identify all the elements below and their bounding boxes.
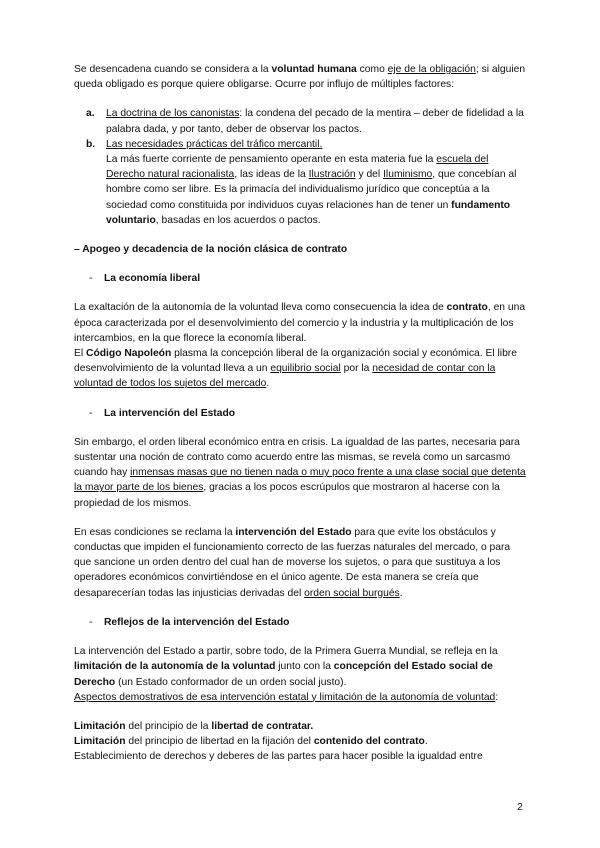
economia-paragraph-1	[74, 300, 528, 346]
underlined-text: necesidad de contar con la voluntad de todos los sujetos del mercado	[74, 363, 496, 390]
bold-text: Limitación	[74, 736, 126, 748]
page-number: 2	[517, 801, 523, 813]
text: plasma la concepción liberal de la organización social y económica. El libre desenvolvimiento de la voluntad lleva a un	[74, 348, 517, 375]
list-marker: a.	[86, 108, 95, 120]
text: , en una época caracterizada por el desenvolvimiento del comercio y la industria y la multiplicación de los intercambios, en la que florece la economía liberal.	[74, 302, 526, 344]
bold-text: voluntad humana	[271, 64, 357, 75]
text: y del	[355, 169, 384, 181]
text: del principio de la	[125, 720, 212, 732]
underlined-text: orden social burgués	[304, 587, 400, 599]
section-title: – Apogeo y decadencia de la noción clásica de contrato	[74, 244, 348, 256]
bold-text: fundamento voluntario	[106, 199, 511, 226]
bold-text: concepción del Estado social de Derecho	[74, 661, 493, 688]
bold-text: contenido del contrato	[313, 736, 425, 748]
bold-text: Código Napoleón	[86, 348, 172, 360]
subheading-text: La economía liberal	[104, 273, 201, 285]
bullet-dash: -	[89, 407, 93, 419]
bold-text: libertad de contratar.	[211, 720, 314, 732]
subheading-text: Reflejos de la intervención del Estado	[104, 616, 290, 628]
text: La intervención del Estado a partir, sobre todo, de la Primera Guerra Mundial, se refleja en la	[74, 646, 498, 658]
intervencion-paragraph-1	[74, 435, 528, 511]
bold-text: Limitación	[74, 720, 126, 732]
underlined-text: eje de la obligación	[387, 64, 476, 75]
subheading-text: La intervención del Estado	[104, 407, 236, 419]
text: del principio de libertad en la fijación del	[125, 736, 314, 748]
text: Se desencadena cuando se considera a la	[74, 64, 272, 75]
text: : la condena del pecado de la mentira – deber de fidelidad a la palabra dada, y por tanto, deber de observar los pactos.	[106, 108, 524, 135]
underlined-text: equilibrio social	[270, 363, 341, 375]
subheading-reflejos	[74, 615, 528, 630]
document-page	[74, 62, 528, 765]
text: , que concebían al hombre como ser libre. Es la primacía del individualismo jurídico que conceptúa a la sociedad como constituida por individuos cuyas relaciones han de tener un	[106, 169, 517, 211]
text: para que evite los obstáculos y conductas que impiden el funcionamiento correcto de las fuerzas naturales del mercado, o para que sancione un orden dentro del cual han de moverse los sujetos, o para que sustituya a los operadores económicos convirtiéndose en el único agente. De esta manera se creía que desaparecerían todas las injusticias derivadas del	[74, 526, 511, 599]
text: como	[356, 64, 388, 75]
text: (un Estado conformador de un orden social justo).	[115, 676, 347, 688]
underlined-text: inmensas masas que no tienen nada o muy poco frente a una clase social que detenta la mayor parte de los bienes	[74, 467, 526, 494]
underlined-text: Iluminismo	[383, 169, 433, 181]
bullet-dash: -	[89, 616, 93, 628]
underlined-text: Las necesidades prácticas del tráfico mercantil.	[106, 138, 323, 150]
underlined-text: La doctrina de los canonistas	[106, 108, 240, 120]
subheading-economia-liberal	[74, 271, 528, 286]
text: La exaltación de la autonomía de la voluntad lleva como consecuencia la idea de	[74, 302, 447, 314]
underlined-text: escuela del Derecho natural racionalista	[106, 154, 489, 181]
underlined-text: Aspectos demostrativos de esa intervención estatal y limitación de la autonomía de voluntad	[74, 691, 496, 703]
bold-text: limitación de la autonomía de la voluntad	[74, 661, 276, 673]
list-marker: b.	[86, 138, 96, 150]
bullet-dash: -	[89, 273, 93, 285]
text: , las ideas de la	[234, 169, 309, 181]
text: por la	[340, 363, 373, 375]
text: En esas condiciones se reclama la	[74, 526, 236, 538]
bold-text: contrato	[446, 302, 488, 314]
text: El	[74, 348, 87, 360]
text: La más fuerte corriente de pensamiento operante en esta materia fue la	[106, 154, 437, 166]
text: :	[495, 691, 499, 703]
intro-paragraph	[74, 62, 528, 92]
text: Sin embargo, el orden liberal económico entra en crisis. La igualdad de las partes, necesaria para sustentar una noción de contrato como acuerdo entre las mismas, se revela como un sarcasmo cuando hay	[74, 436, 520, 479]
text: Establecimiento de derechos y deberes de las partes para hacer posible la igualdad entre	[74, 751, 483, 763]
underlined-text: Ilustración	[308, 169, 356, 181]
intervencion-paragraph-2	[74, 525, 528, 601]
list-item-b	[74, 137, 528, 228]
reflejos-paragraph-1	[74, 644, 528, 705]
text: .	[266, 378, 270, 390]
economia-paragraph-2	[74, 346, 528, 392]
text: .	[399, 587, 403, 599]
list-item-a	[74, 106, 528, 136]
text: ; si alguien queda obligado es porque quiere obligarse. Ocurre por influjo de múltiples factores:	[74, 64, 526, 91]
text: , basadas en los acuerdos o pactos.	[155, 214, 321, 226]
text: junto con la	[275, 661, 334, 673]
bold-text: intervención del Estado	[235, 526, 352, 538]
text: , gracias a los pocos escrúpulos que mostraron al hacerse con la propiedad de los mismos.	[74, 482, 500, 509]
subheading-intervencion-estado	[74, 406, 528, 421]
text: .	[424, 736, 428, 748]
reflejos-paragraph-2	[74, 719, 528, 765]
